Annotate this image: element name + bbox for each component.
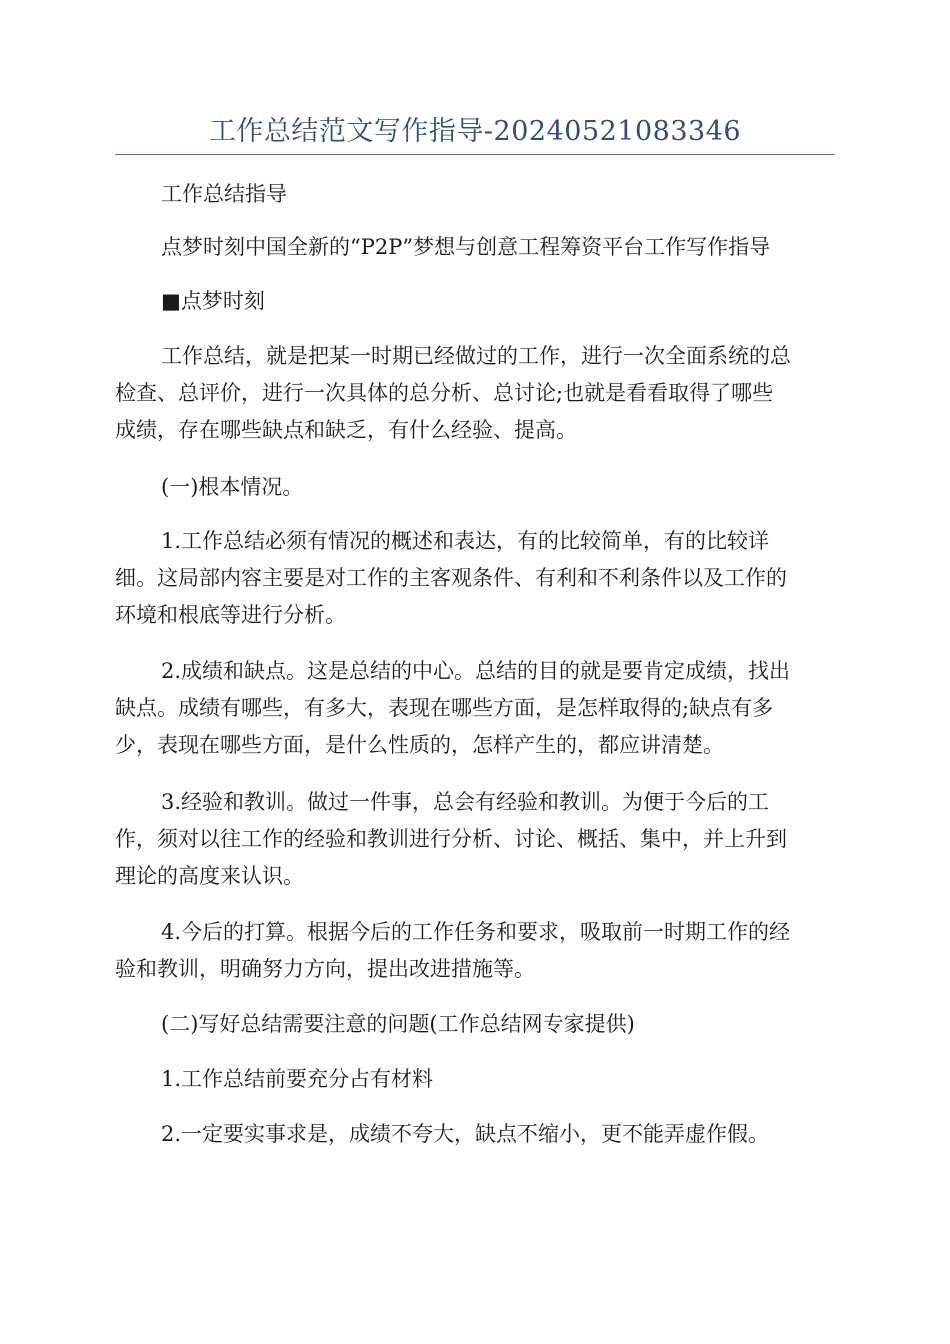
text-line: 缺点。成绩有哪些，有多大，表现在哪些方面，是怎样取得的;缺点有多: [115, 696, 774, 720]
paragraph: [115, 176, 835, 213]
paragraph: [115, 1061, 835, 1098]
text-line: 1.工作总结必须有情况的概述和表达，有的比较简单，有的比较详: [161, 529, 770, 553]
paragraph: [115, 338, 835, 449]
text-line: 环境和根底等进行分析。: [115, 603, 346, 627]
text-line: 细。这局部内容主要是对工作的主客观条件、有利和不利条件以及工作的: [115, 566, 787, 590]
text-line: 检查、总评价，进行一次具体的总分析、总讨论;也就是看看取得了哪些: [115, 381, 774, 405]
text-line: 工作总结指导: [161, 182, 287, 206]
text-line: (二)写好总结需要注意的问题(工作总结网专家提供): [161, 1012, 635, 1036]
paragraph: [115, 283, 835, 320]
text-line: 理论的高度来认识。: [115, 864, 304, 888]
paragraph: [115, 914, 835, 988]
text-line: (一)根本情况。: [161, 475, 304, 499]
text-line: 点梦时刻中国全新的“P2P”梦想与创意工程筹资平台工作写作指导: [161, 235, 771, 259]
title-underline: [115, 154, 835, 155]
text-line: ■点梦时刻: [161, 289, 265, 313]
text-line: 工作总结，就是把某一时期已经做过的工作，进行一次全面系统的总: [161, 344, 791, 368]
text-line: 2.一定要实事求是，成绩不夸大，缺点不缩小，更不能弄虚作假。: [161, 1122, 770, 1146]
paragraph: [115, 784, 835, 895]
text-line: 2.成绩和缺点。这是总结的中心。总结的目的就是要肯定成绩，找出: [161, 659, 791, 683]
paragraph: [115, 469, 835, 506]
page-title: 工作总结范文写作指导-20240521083346: [208, 116, 742, 147]
text-line: 1.工作总结前要充分占有材料: [161, 1067, 434, 1091]
text-line: 验和教训，明确努力方向，提出改进措施等。: [115, 957, 535, 981]
text-line: 4.今后的打算。根据今后的工作任务和要求，吸取前一时期工作的经: [161, 920, 791, 944]
paragraph: [115, 1116, 835, 1153]
paragraph: [115, 229, 835, 266]
paragraph: [115, 653, 835, 764]
text-line: 少，表现在哪些方面，是什么性质的，怎样产生的，都应讲清楚。: [115, 733, 724, 757]
text-line: 3.经验和教训。做过一件事，总会有经验和教训。为便于今后的工: [161, 790, 770, 814]
paragraph: [115, 1006, 835, 1043]
text-line: 作，须对以往工作的经验和教训进行分析、讨论、概括、集中，并上升到: [115, 827, 787, 851]
paragraph: [115, 523, 835, 634]
text-line: 成绩，存在哪些缺点和缺乏，有什么经验、提高。: [115, 418, 577, 442]
